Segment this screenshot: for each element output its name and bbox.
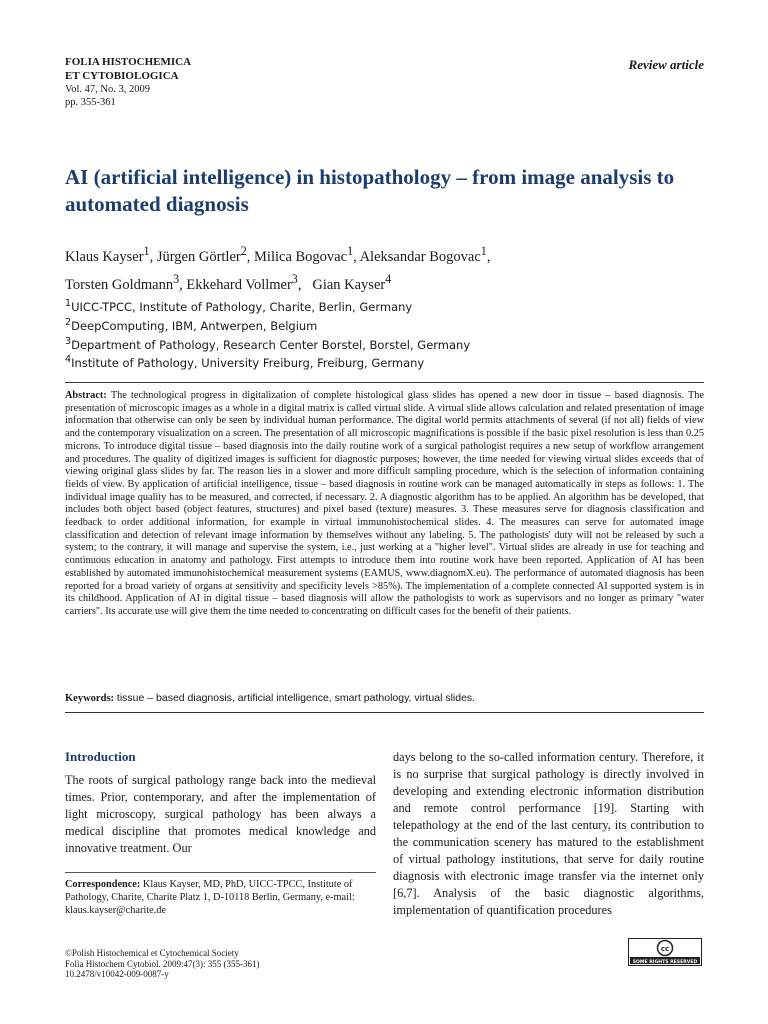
cc-logo-text: cc bbox=[660, 944, 670, 953]
affiliation: $^4$Institute of Pathology, University Freiburg, Freiburg, Germany bbox=[65, 354, 425, 371]
journal-header bbox=[65, 55, 191, 109]
introduction-heading: Introduction bbox=[65, 749, 136, 764]
abstract-text: The technological progress in digitalization of complete histological glass slides has opened a new door in tissue – based diagnosis. The presentation of microscopic images as a whole in a digital matrix is called virtual slide. A virtual slide allows calculation and related presentation of image information that otherwise can only be seen by individual human performance. The digital world permits attachments of several (if not all) fields of view and the contemporary visualization on a screen. The presentation of all microscopic magnifications is possible if the basic pixel resolution is less than 0.25 microns. To introduce digital tissue – based diagnosis into the daily routine work of a surgical pathologist requires a new setup of workflow arrangement and procedures. The quality of digitized images is sufficient for diagnostic purposes; however, the time needed for viewing virtual slides exceeds that of viewing original glass slides by far. The reason lies in a slower and more difficult sampling procedure, which is the selection of information containing fields of view. By application of artificial intelligence, tissue – based diagnosis in routine work can be managed automatically in steps as follows: 1. The individual image quality has to be measured, and corrected, if necessary. 2. A diagnostic algorithm has to be applied. An algorithm has be developed, that includes both object based (object features, structures) and pixel based (texture) measures. 3. These measures serve for diagnosis classification and feedback to order additional information, for example in virtual immunohistochemical slides. 4. The measures can serve for automated image classification and detection of relevant image information by themselves without any labeling. 5. The pathologists' duty will not be released by such a system; to the contrary, it will manage and supervise the system, i.e., just working at a "higher level". Virtual slides are already in use for teaching and continuous education in anatomy and pathology. First attempts to introduce them into routine work have been reported. Application of AI has been established by automated immunohistochemical measurement systems (EAMUS, www.diagnomX.eu). The performance of automated diagnosis has been reported for a broad variety of organs at sensitivity and specificity levels >85%). The implementation of a complete connected AI supported system is in its childhood. Application of AI in digital tissue – based diagnosis will allow the pathologists to work as supervisors and no longer as primary "water carriers". Its accurate use will give them the time needed to concentrating on difficult cases for the benefit of their patients. bbox=[65, 390, 705, 617]
cc-rights-text: SOME RIGHTS RESERVED bbox=[632, 959, 698, 965]
journal-name-line1: FOLIA HISTOCHEMICA bbox=[65, 56, 192, 68]
keywords bbox=[65, 691, 704, 713]
abstract-label: Abstract: bbox=[65, 390, 107, 401]
journal-volume: Vol. 47, No. 3, 2009 bbox=[65, 84, 150, 95]
author: Torsten Goldmann$^3$, bbox=[65, 271, 187, 293]
author: Milica Bogovac$^1$, bbox=[254, 244, 360, 265]
correspondence-label: Correspondence: bbox=[65, 879, 141, 890]
author: Klaus Kayser$^1$, bbox=[65, 244, 157, 265]
copyright-doi: 10.2478/v10042-009-0087-y bbox=[65, 969, 169, 979]
author: Gian Kayser$^4$ bbox=[312, 271, 392, 293]
correspondence-text: Klaus Kayser, MD, PhD, UICC-TPCC, Institute of Pathology, Charite, Charite Platz 1, D-10118 Berlin, Germany, e-mail: klaus.kayser@charite.de bbox=[65, 879, 355, 916]
affiliation: $^1$UICC-TPCC, Institute of Pathology, Charite, Berlin, Germany bbox=[65, 298, 413, 314]
author-list bbox=[65, 240, 715, 296]
copyright-citation: Folia Histochem Cytobiol. 2009:47(3): 355 (355-361) bbox=[65, 958, 260, 969]
introduction-column-2: days belong to the so-called information century. Therefore, it is no surprise that surgical pathology is directly involved in developing and extending electronic information distribution and remote control performance [19]. Starting with telepathology at the end of the last century, its contribution to the communication scenery has matured to the establishment of virtual pathology institutions, that serve for daily routine diagnosis with electronic image transfer via the internet only [6,7]. Analysis of the basic diagnostic algorithms, implementation of quantification procedures bbox=[393, 750, 704, 917]
keywords-text: tissue – based diagnosis, artificial intelligence, smart pathology, virtual slides. bbox=[116, 692, 476, 704]
introduction-column-1: The roots of surgical pathology range back into the medieval times. Prior, contemporary, and after the implementation of light microscopy, surgical pathology has been always a medical discipline that promotes medical knowledge and innovative treatment. Our bbox=[65, 773, 376, 855]
creative-commons-license-icon bbox=[628, 938, 702, 966]
author: Aleksandar Bogovac$^1$, bbox=[359, 244, 491, 265]
correspondence bbox=[65, 872, 376, 917]
affiliation: $^2$DeepComputing, IBM, Antwerpen, Belgium bbox=[65, 316, 318, 333]
author: Jürgen Görtler$^2$, bbox=[156, 244, 255, 265]
abstract bbox=[65, 382, 704, 619]
affiliation: $^3$Department of Pathology, Research Center Borstel, Borstel, Germany bbox=[65, 335, 471, 352]
article-type: Review article bbox=[628, 57, 704, 72]
keywords-label: Keywords: bbox=[65, 693, 114, 704]
article-title: AI (artificial intelligence) in histopathology – from image analysis to automated diagnosis bbox=[65, 165, 675, 216]
copyright-block bbox=[65, 948, 376, 980]
author: Ekkehard Vollmer$^3$, bbox=[186, 271, 306, 293]
journal-pages: pp. 355-361 bbox=[65, 97, 116, 108]
journal-name-line2: ET CYTOBIOLOGICA bbox=[65, 70, 179, 82]
affiliation-list bbox=[65, 296, 715, 371]
copyright-society: ©Polish Histochemical et Cytochemical Society bbox=[65, 948, 239, 958]
